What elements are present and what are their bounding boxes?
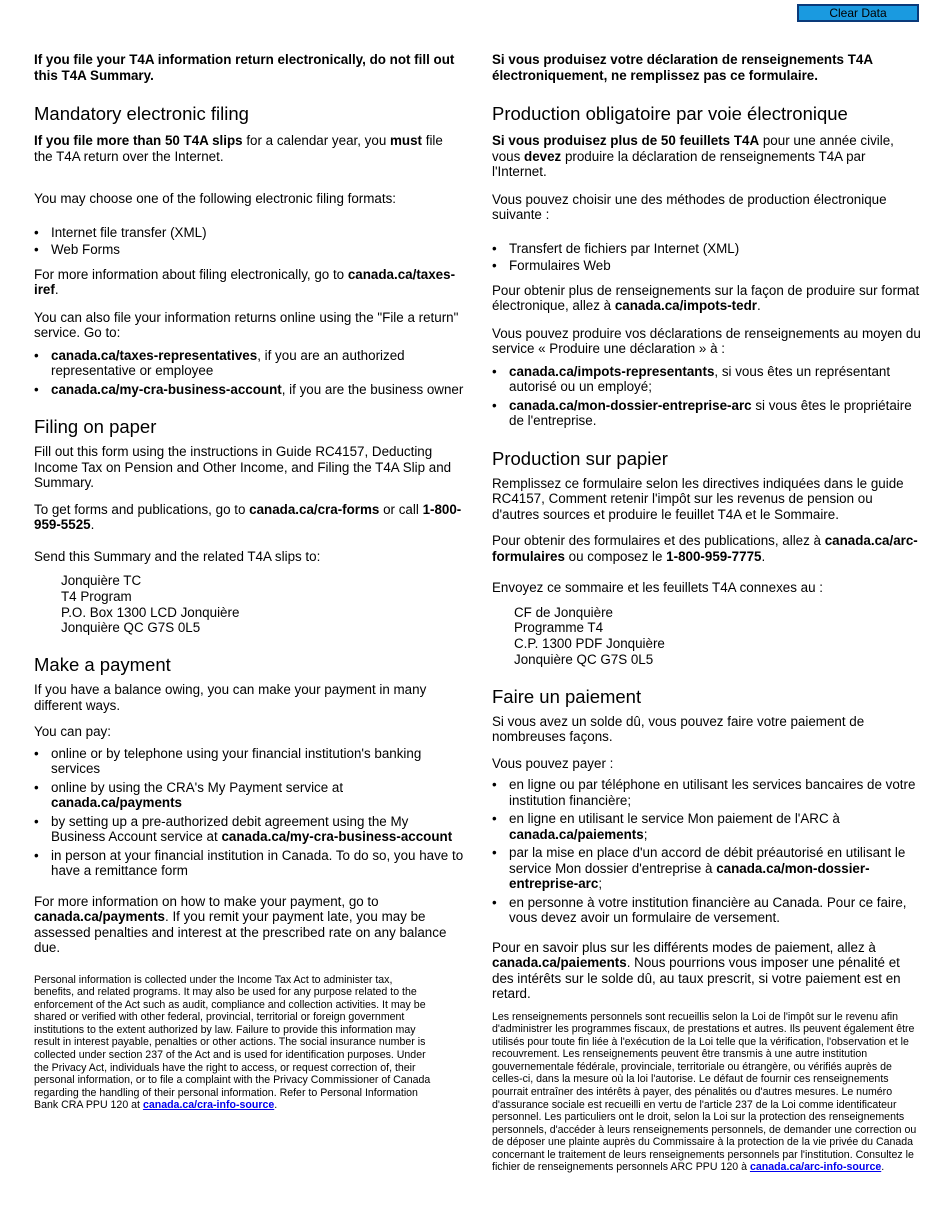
- list-item: • canada.ca/mon-dossier-entreprise-arc si vous êtes le propriétaire de l'entreprise.: [492, 398, 922, 429]
- pay-intro: Vous pouvez payer :: [492, 755, 614, 771]
- send-instructions: Send this Summary and the related T4A slips to:: [34, 548, 321, 564]
- electronic-info: For more information about filing electronically, go to canada.ca/taxes-iref.: [34, 266, 456, 297]
- privacy-link[interactable]: canada.ca/arc-info-source: [749, 1161, 882, 1174]
- intro-note: Si vous produisez votre déclaration de renseignements T4A électroniquement, ne remplissez pas ce formulaire.: [492, 52, 873, 83]
- payment-options: [492, 777, 922, 926]
- list-item: • en ligne ou par téléphone en utilisant les services bancaires de votre institution financière;: [492, 777, 922, 808]
- payment-more-info: For more information on how to make your payment, go to canada.ca/payments. If you remit your payment late, you may be assessed penalties and interest at the prescribed rate on any balance due.: [34, 893, 447, 956]
- list-item: • Formulaires Web: [492, 258, 922, 274]
- privacy-notice: Les renseignements personnels sont recueillis selon la Loi de l'impôt sur le revenu afin d'administrer les programmes fiscaux, de prestations et autres. Ils peuvent également être utilisés pour toute fin liée à l'exécution de la Loi telle que la vérification, l'observation et le recouvrement. Les renseignements peuvent être transmis à une autre institution gouvernementale fédérale, provinciale, territoriale ou étrangère, ou vérifiés auprès de celles-ci, dans la mesure où la loi l'autorise. Le défaut de fournir ces renseignements pourrait entraîner des intérêts à payer, des pénalités ou d'autres mesures. Le numéro d'assurance sociale est recueilli en vertu de l'article 237 de la Loi comme identificateur personnel. Les particuliers ont le droit, selon la Loi sur la protection des renseignements personnels, d'accéder à leurs renseignements personnels, de demander une correction ou de déposer une plainte auprès du Commissaire à la protection de la vie privée du Canada concernant le traitement de leurs renseignements personnels par l'institution. Consultez le fichier de renseignements personnels ARC PPU 120 à canada.ca/arc-info-source.: [492, 1010, 917, 1174]
- file-return-info: You can also file your information returns online using the "File a return" service. Go to:: [34, 309, 459, 340]
- list-item: • canada.ca/taxes-representatives, if you are an authorized representative or employee: [34, 348, 464, 379]
- mailing-address: Jonquière TC T4 Program P.O. Box 1300 LCD Jonquière Jonquière QC G7S 0L5: [61, 573, 240, 636]
- file-return-options: [34, 348, 464, 398]
- privacy-link[interactable]: canada.ca/cra-info-source: [142, 1099, 275, 1112]
- payment-heading: Faire un paiement: [492, 685, 642, 707]
- intro-note: If you file your T4A information return electronically, do not fill out this T4A Summary.: [34, 52, 455, 83]
- forms-info: To get forms and publications, go to canada.ca/cra-forms or call 1-800-959-5525.: [34, 501, 462, 532]
- mandatory-heading: Production obligatoire par voie électronique: [492, 103, 848, 124]
- french-column: [492, 52, 922, 1174]
- list-item: • par la mise en place d'un accord de débit préautorisé en utilisant le service Mon dossier d'entreprise à canada.ca/mon-dossier-entreprise-arc;: [492, 845, 922, 892]
- privacy-notice: Personal information is collected under the Income Tax Act to administer tax, benefits, and related programs. It may also be used for any purpose related to the enforcement of the Act such as audit, compliance and collection activities. It may be shared or verified with other federal, provincial, territorial or foreign government institutions to the extent authorized by law. Failure to provide this information may result in interest payable, penalties or other actions. The social insurance number is collected under section 237 of the Act and is used for identification purposes. Under the Privacy Act, individuals have the right to access, or request correction of, their personal information, or to file a complaint with the Privacy Commissioner of Canada regarding the handling of their personal information. Refer to Personal Information Bank CRA PPU 120 at canada.ca/cra-info-source.: [34, 973, 431, 1112]
- file-return-info: Vous pouvez produire vos déclarations de renseignements au moyen du service « Produire une déclaration » à :: [492, 325, 921, 356]
- formats-intro: You may choose one of the following electronic filing formats:: [34, 191, 396, 206]
- file-return-options: [492, 364, 922, 429]
- list-item: • en ligne en utilisant le service Mon paiement de l'ARC à canada.ca/paiements;: [492, 811, 922, 842]
- mandatory-paragraph: Si vous produisez plus de 50 feuillets T4A pour une année civile, vous devez produire la déclaration de renseignements T4A par l'Internet.: [492, 133, 894, 179]
- send-instructions: Envoyez ce sommaire et les feuillets T4A connexes au :: [492, 580, 823, 595]
- payment-options: [34, 746, 464, 879]
- link-taxes-iref: canada.ca/taxes-iref: [34, 266, 456, 297]
- list-item: • online by using the CRA's My Payment service at canada.ca/payments: [34, 780, 464, 811]
- paper-heading: Filing on paper: [34, 416, 157, 437]
- payment-more-info: Pour en savoir plus sur les différents modes de paiement, allez à canada.ca/paiements. Nous pourrions vous imposer une pénalité et des intérêts sur le solde dû, au taux prescrit, si votre paiement est en retard.: [492, 939, 901, 1002]
- formats-intro: Vous pouvez choisir une des méthodes de production électronique suivante :: [492, 191, 887, 222]
- electronic-info: Pour obtenir plus de renseignements sur la façon de produire sur format électronique, allez à canada.ca/impots-tedr.: [492, 282, 920, 313]
- list-item: • Web Forms: [34, 242, 464, 258]
- forms-info: Pour obtenir des formulaires et des publications, allez à canada.ca/arc-formulaires ou composez le 1-800-959-7775.: [492, 533, 918, 564]
- list-item: • canada.ca/my-cra-business-account, if you are the business owner: [34, 382, 464, 398]
- paper-paragraph: Fill out this form using the instructions in Guide RC4157, Deducting Income Tax on Pension and Other Income, and Filing the T4A Slip and Summary.: [34, 444, 452, 490]
- list-item: • in person at your financial institution in Canada. To do so, you have to have a remittance form: [34, 848, 464, 879]
- paper-paragraph: Remplissez ce formulaire selon les directives indiquées dans le guide RC4157, Comment retenir l'impôt sur les revenus de pension ou d'autres sources et produire le feuillet T4A et le Sommaire.: [492, 475, 904, 522]
- clear-data-button[interactable]: Clear Data: [797, 4, 919, 22]
- paper-heading: Production sur papier: [492, 447, 668, 469]
- list-item: • Transfert de fichiers par Internet (XML): [492, 241, 922, 257]
- mandatory-heading: Mandatory electronic filing: [34, 103, 249, 124]
- formats-list: [34, 225, 464, 258]
- list-item: • Internet file transfer (XML): [34, 225, 464, 241]
- formats-list: [492, 241, 922, 274]
- english-column: [34, 52, 464, 1112]
- list-item: • by setting up a pre-authorized debit agreement using the My Business Account service at canada.ca/my-cra-business-account: [34, 814, 464, 845]
- payment-paragraph: Si vous avez un solde dû, vous pouvez faire votre paiement de nombreuses façons.: [492, 713, 865, 745]
- list-item: • canada.ca/impots-representants, si vous êtes un représentant autorisé ou un employé;: [492, 364, 922, 395]
- pay-intro: You can pay:: [34, 724, 111, 740]
- mailing-address: CF de Jonquière Programme T4 C.P. 1300 PDF Jonquière Jonquière QC G7S 0L5: [514, 604, 665, 667]
- payment-paragraph: If you have a balance owing, you can make your payment in many different ways.: [34, 682, 427, 713]
- list-item: • online or by telephone using your financial institution's banking services: [34, 746, 464, 777]
- list-item: • en personne à votre institution financière au Canada. Pour ce faire, vous devez avoir un formulaire de versement.: [492, 895, 922, 926]
- mandatory-paragraph: If you file more than 50 T4A slips for a calendar year, you must file the T4A return over the Internet.: [34, 133, 443, 164]
- payment-heading: Make a payment: [34, 654, 171, 676]
